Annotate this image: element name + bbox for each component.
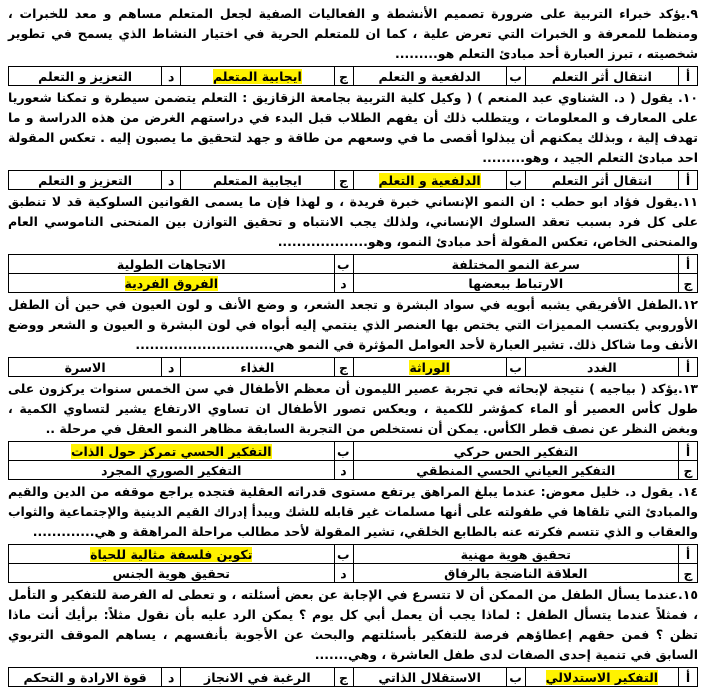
question-13-options (8, 441, 698, 480)
question-11-options (8, 254, 698, 293)
option-b[interactable] (9, 545, 335, 564)
option-a[interactable]: الغدد (525, 358, 678, 377)
option-letter: أ (679, 545, 698, 564)
question-12-options (8, 357, 698, 377)
option-b[interactable] (353, 171, 506, 190)
option-letter: ج (334, 67, 353, 86)
option-b[interactable]: الدلفعية و التعلم (353, 67, 506, 86)
option-a[interactable] (525, 668, 678, 687)
option-c[interactable]: الرغبة في الانجاز (181, 668, 334, 687)
option-letter: د (162, 67, 181, 86)
option-letter: د (334, 461, 353, 480)
option-letter: أ (679, 358, 698, 377)
option-letter: أ (679, 668, 698, 687)
question-14-text: ١٤. يقول د. خليل معوض: عندما يبلغ المراهق يرتفع مستوى قدراته العقلية فتجده يراجع موقفه من الدين والقيم والمبادئ التي تلقاها في طفولته على أنها مسلمات غير قابله للشك ويبدأ إدراك القيم الدينية والإجتماعية والثواب والعقاب و الذي تتسم فكرته عنه بالطابع الخلقي، تشير المقولة لأحد مطالب مراحلة المراهقة و هي............. (8, 484, 698, 539)
option-letter: ب (506, 668, 525, 687)
option-c[interactable]: ايجابية المتعلم (181, 171, 334, 190)
option-a[interactable]: انتقال أثر التعلم (525, 171, 678, 190)
question-15-options (8, 667, 698, 687)
question-10-text: ١٠. يقول ( د. الشناوي عبد المنعم ) ( وكيل كلية التربية بجامعة الزقازيق : التعلم يتضمن سيطرة و تمكنا شعوريا على المعارف و المعلومات ، ويتطلب ذلك أن يفهم الطلاب قبل البدء في دراستهم الغرض من هذه الدراسة و ما تهدف إلية ، وبذلك يمكنهم أن يبذلوا أقصى ما في وسعهم من طاقة و جهد لتحقيق ما يصبون إليه . تعكس المقولة احد مبادئ التعلم الجيد ، وهو......... (8, 90, 698, 165)
option-d[interactable]: قوة الارادة و التحكم (9, 668, 162, 687)
question-13-text: ١٣.يؤكد ( بياجيه ) نتيجة لإبحاثه في تجربة عصير الليمون أن معظم الأطفال في سن الخمس سنوات يركزون على طول كأس العصير أو الماء كمؤشر للكمية ، ويعكس تصور الأطفال ان تساوي الارتفاع يشير لتساوي الكمية ، وبغض النظر عن نصف قطر الكأس. يمكن أن نستخلص من التجربة السابقة مظاهر النمو العقل في مرحلة .. (8, 381, 698, 436)
document-page (8, 0, 698, 687)
option-letter: د (162, 358, 181, 377)
question-12-text: ١٢.الطفل الأفريقي يشبه أبويه في سواد البشرة و تجعد الشعر، و وضع الأنف و لون العيون في حين أن الطفل الأوروبي يكتسب المميزات التي يختص بها العنصر الذي ينتمي إليه أبواه في لون البشرة و العيون و الشعر ووضع الأنف وما شاكل ذلك. تشير العبارة لأحد العوامل المؤثرة في النمو هي............................. (8, 297, 698, 352)
option-letter: ج (679, 274, 698, 293)
question-10-options (8, 170, 698, 190)
highlighted-answer: ايجابية المتعلم (212, 68, 302, 84)
option-letter: ج (679, 461, 698, 480)
option-d[interactable]: التفكير الصوري المجرد (9, 461, 335, 480)
option-a[interactable]: انتقال أثر التعلم (525, 67, 678, 86)
question-14-options (8, 544, 698, 583)
option-letter: ب (506, 67, 525, 86)
option-letter: ج (334, 358, 353, 377)
option-letter: ب (334, 545, 353, 564)
option-a[interactable]: سرعة النمو المختلفة (353, 255, 679, 274)
option-letter: د (334, 274, 353, 293)
option-letter: أ (679, 442, 698, 461)
option-c[interactable]: الغذاء (181, 358, 334, 377)
question-9-text: ٩.يؤكد خبراء التربية على ضرورة تصميم الأنشطة و الفعاليات الصفية لجعل المتعلم مساهم و معد للخبرات ، ومنظما للمعرفة و الخبرات التي تعرض علية ، كما ان للمتعلم الحرية في اختيار النشاط الذي يسمح في تطوير شخصيته ، تبرز العبارة أحد مبادئ التعلم هو......... (8, 6, 698, 61)
question-15-text: ١٥.عندما يسأل الطفل من الممكن أن لا تتسرع في الإجابة عن بعض أسئلته ، و تعطى له الفرصة للتفكير و التأمل ، فمثلاً عندما يتسأل الطفل : لماذا يجب أن يعمل أبي كل يوم ؟ يمكن الرد عليه بأن نقول مثلاً: برأيك أنت ماذا تظن ؟ فمن حقهم إعطاؤهم فرصة للتفكير بأسئلتهم والبحث عن الأجوبة بأنفسهم ، يساهم الموقف التربوي السابق في تنمية إحدى الصفات لدى طفل العاشرة ، وهي....... (8, 587, 698, 662)
option-letter: ب (334, 255, 353, 274)
option-d[interactable]: التعزيز و التعلم (9, 67, 162, 86)
option-b[interactable]: الاتجاهات الطولية (9, 255, 335, 274)
highlighted-answer: التفكير الحسي تمركز حول الذات (70, 443, 272, 459)
option-d[interactable]: التعزيز و التعلم (9, 171, 162, 190)
option-letter: ج (334, 171, 353, 190)
option-letter: ج (334, 668, 353, 687)
option-a[interactable]: التفكير الحس حركي (353, 442, 679, 461)
option-letter: د (162, 668, 181, 687)
option-letter: ب (506, 358, 525, 377)
option-b[interactable] (9, 442, 335, 461)
option-c[interactable]: التفكير العياني الحسي المنطقي (353, 461, 679, 480)
highlighted-answer: الدلفعية و التعلم (378, 172, 481, 188)
highlighted-answer: الفروق الفردية (124, 275, 218, 291)
highlighted-answer: تكوين فلسفة مثالية للحياة (90, 546, 253, 562)
highlighted-answer: التفكير الاستدلالي (545, 669, 659, 685)
option-a[interactable]: تحقيق هوية مهنية (353, 545, 679, 564)
option-letter: أ (679, 67, 698, 86)
option-d[interactable]: الاسرة (9, 358, 162, 377)
option-b[interactable] (353, 358, 506, 377)
option-b[interactable]: الاستقلال الذاتي (353, 668, 506, 687)
option-letter: د (334, 564, 353, 583)
option-d[interactable]: تحقيق هوية الجنس (9, 564, 335, 583)
option-c[interactable] (181, 67, 334, 86)
question-9-options (8, 66, 698, 86)
highlighted-answer: الوراثة (409, 359, 450, 375)
option-c[interactable]: الارتباط ببعضها (353, 274, 679, 293)
option-letter: أ (679, 255, 698, 274)
option-letter: د (162, 171, 181, 190)
option-letter: أ (679, 171, 698, 190)
option-c[interactable]: العلاقة الناضجة بالرفاق (353, 564, 679, 583)
option-letter: ج (679, 564, 698, 583)
question-11-text: ١١.يقول فؤاد ابو حطب : ان النمو الإنساني خبرة فريدة ، و لهذا فإن ما يسمى القوانين السلوكية قد لا تنطبق على كل فرد بسبب تعقد السلوك الإنساني، ولذلك يجب الانتباه و تحقيق التوازن بين المنحنى الناموسي العام والمنحنى الخاص، تعكس المقولة أحد مبادئ النمو، وهو................... (8, 194, 698, 249)
option-letter: ب (334, 442, 353, 461)
option-letter: ب (506, 171, 525, 190)
option-d[interactable] (9, 274, 335, 293)
